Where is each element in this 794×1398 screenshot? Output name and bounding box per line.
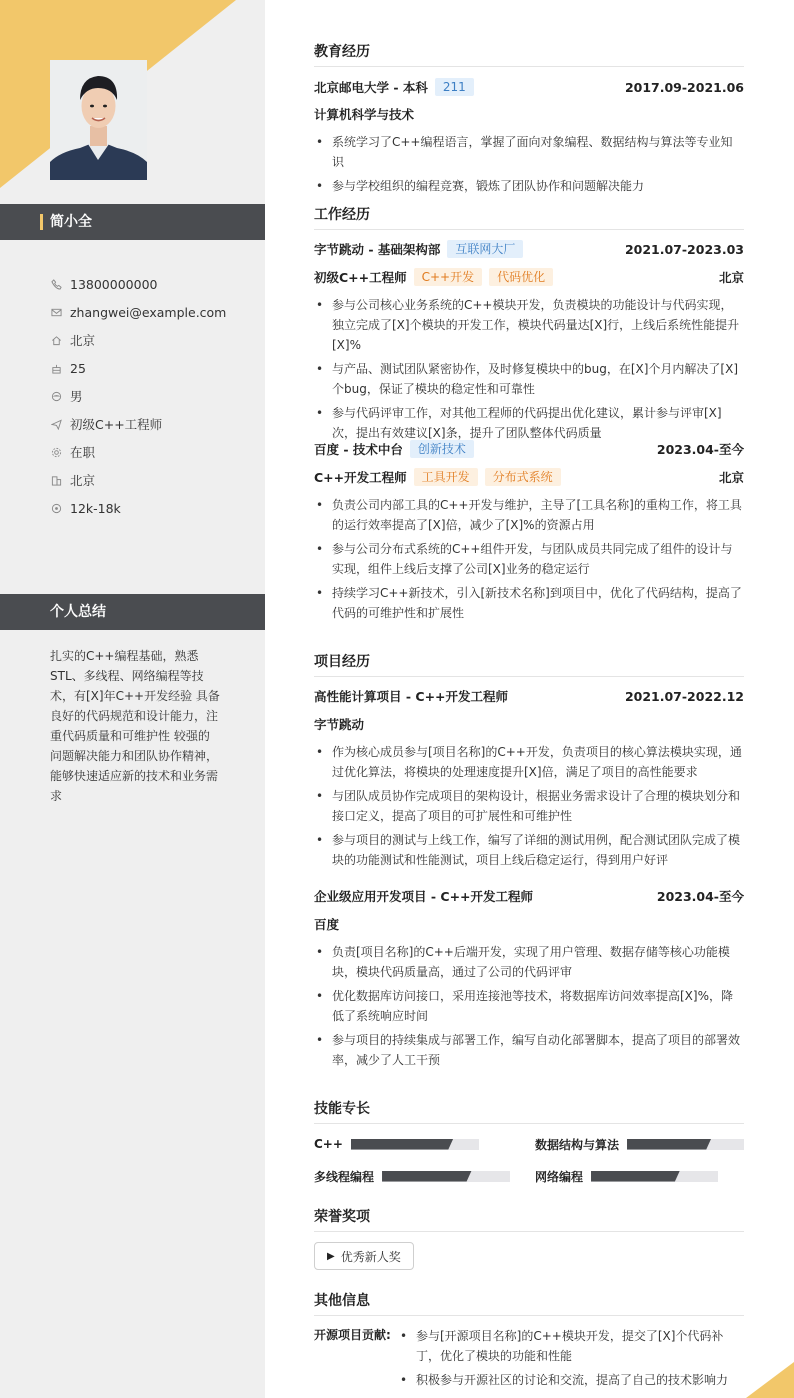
education-tag: 211 — [435, 78, 474, 96]
skill-name: C++ — [314, 1137, 343, 1151]
project-date: 2023.04-至今 — [656, 889, 744, 904]
list-item: • 积极参与开源社区的讨论和交流，提高了自己的技术影响力 — [398, 1370, 744, 1390]
skill-name: 数据结构与算法 — [535, 1137, 620, 1152]
project-name: 企业级应用开发项目 - C++开发工程师 — [314, 889, 534, 904]
skill-bar-fill — [351, 1139, 453, 1150]
skill-bar — [591, 1171, 718, 1182]
info-text: 在职 — [70, 445, 96, 460]
info-text: zhangwei@example.com — [70, 304, 227, 320]
info-text: 北京 — [70, 473, 96, 488]
list-item: • 作为核心成员参与[项目名称]的C++开发，负责项目的核心算法模块实现，通过优化算法，将模块的处理速度提升[X]倍，满足了项目的高性能要求 — [314, 742, 744, 782]
phone-icon — [50, 278, 62, 290]
job-city: 北京 — [718, 470, 744, 485]
decor-corner-triangle — [746, 1362, 794, 1398]
other-bullets — [398, 1326, 744, 1394]
list-item: • 负责[项目名称]的C++后端开发，实现了用户管理、数据存储等核心功能模块，模块代码质量高，通过了公司的代码评审 — [314, 942, 744, 982]
section-title-projects: 项目经历 — [314, 651, 744, 677]
home-icon — [50, 334, 62, 346]
city-icon — [50, 474, 62, 486]
skill-bar-fill — [627, 1139, 711, 1150]
salary-icon — [50, 502, 62, 514]
project-org-line — [314, 714, 744, 734]
role-tag: 工具开发 — [414, 468, 478, 486]
list-item: • 参与公司分布式系统的C++组件开发，与团队成员共同完成了组件的设计与实现，组件上线后支撑了公司[X]业务的稳定运行 — [314, 539, 744, 579]
education-date: 2017.09-2021.06 — [624, 79, 744, 95]
skill-item — [314, 1136, 479, 1152]
info-salary — [50, 494, 260, 522]
contact-info — [50, 270, 260, 522]
info-text: 初级C++工程师 — [70, 417, 163, 432]
job-bullets — [314, 295, 744, 447]
list-item: • 参与代码评审工作，对其他工程师的代码提出优化建议，累计参与评审[X]次，提出有效建议[X]条，提升了团队整体代码质量 — [314, 403, 744, 443]
name-header — [0, 204, 265, 240]
section-title-awards: 荣誉奖项 — [314, 1206, 744, 1232]
list-item: • 持续学习C++新技术，引入[新技术名称]到项目中，优化了代码结构，提高了代码的可维护性和扩展性 — [314, 583, 744, 623]
play-icon: ▶ — [327, 1250, 335, 1262]
list-item: • 参与学校组织的编程竞赛，锻炼了团队协作和问题解决能力 — [314, 176, 744, 196]
info-email — [50, 298, 260, 326]
section-title-skills: 技能专长 — [314, 1098, 744, 1124]
job-bullets — [314, 495, 744, 627]
list-item: • 优化数据库访问接口，采用连接池等技术，将数据库访问效率提高[X]%，降低了系统响应时间 — [314, 986, 744, 1026]
role-tag: 分布式系统 — [485, 468, 561, 486]
award-item[interactable] — [314, 1242, 414, 1270]
other-label: 开源项目贡献: — [314, 1328, 391, 1342]
job-role: 初级C++工程师 — [314, 270, 407, 285]
info-text: 25 — [70, 360, 86, 376]
job-city: 北京 — [718, 270, 744, 285]
education-major-text: 计算机科学与技术 — [314, 107, 415, 122]
project-header — [314, 886, 744, 906]
info-location — [50, 326, 260, 354]
info-text: 北京 — [70, 333, 96, 348]
skill-bar — [382, 1171, 510, 1182]
name-accent-bar — [40, 214, 43, 230]
education-bullets — [314, 132, 744, 200]
list-item: • 参与项目的持续集成与部署工作，编写自动化部署脚本，提高了项目的部署效率，减少了人工干预 — [314, 1030, 744, 1070]
list-item: • 参与[开源项目名称]的C++模块开发，提交了[X]个代码补丁，优化了模块的功能和性能 — [398, 1326, 744, 1366]
list-item: • 参与项目的测试与上线工作，编写了详细的测试用例，配合测试团队完成了模块的功能测试和性能测试，项目上线后稳定运行，得到用户好评 — [314, 830, 744, 870]
project-org-line — [314, 914, 744, 934]
summary-text: 扎实的C++编程基础，熟悉STL、多线程、网络编程等技术，有[X]年C++开发经验 具备良好的代码规范和设计能力，注重代码质量和可维护性 较强的问题解决能力和团队协作精神，能够快速适应新的技术和业务需求 — [50, 649, 220, 803]
position-icon — [50, 418, 62, 430]
skill-bar-fill — [591, 1171, 680, 1182]
info-text: 男 — [70, 389, 83, 404]
summary-header — [0, 594, 265, 630]
job-date: 2023.04-至今 — [656, 442, 744, 457]
info-phone — [50, 270, 260, 298]
project-bullets — [314, 742, 744, 874]
project-date: 2021.07-2022.12 — [624, 688, 744, 704]
project-org: 字节跳动 — [314, 717, 365, 732]
project-bullets — [314, 942, 744, 1074]
award-label: 优秀新人奖 — [340, 1249, 401, 1264]
sidebar — [0, 0, 265, 1398]
profile-photo — [50, 60, 147, 180]
skill-name: 网络编程 — [535, 1169, 584, 1184]
job-company: 百度 - 技术中台 — [314, 442, 403, 457]
job-role: C++开发工程师 — [314, 470, 407, 485]
job-company: 字节跳动 - 基础架构部 — [314, 242, 441, 257]
education-major — [314, 104, 744, 124]
info-position — [50, 410, 260, 438]
info-city — [50, 466, 260, 494]
project-org: 百度 — [314, 917, 340, 932]
job-header — [314, 239, 744, 259]
section-title-work: 工作经历 — [314, 204, 744, 230]
education-school: 北京邮电大学 - 本科 — [314, 80, 428, 95]
list-item: • 与团队成员协作完成项目的架构设计，根据业务需求设计了合理的模块划分和接口定义，提高了项目的可扩展性和可维护性 — [314, 786, 744, 826]
info-text: 12k-18k — [70, 500, 121, 516]
skill-item — [535, 1168, 718, 1184]
skill-bar — [627, 1139, 744, 1150]
age-icon — [50, 362, 62, 374]
role-tag: 代码优化 — [489, 268, 553, 286]
gender-icon — [50, 390, 62, 402]
mail-icon — [50, 306, 62, 318]
summary-title: 个人总结 — [50, 604, 106, 620]
section-title-education: 教育经历 — [314, 41, 744, 67]
info-age — [50, 354, 260, 382]
info-status — [50, 438, 260, 466]
job-tag: 创新技术 — [410, 440, 474, 458]
project-header — [314, 686, 744, 706]
job-role-line — [314, 467, 744, 487]
education-header — [314, 77, 744, 97]
job-role-line — [314, 267, 744, 287]
section-title-other: 其他信息 — [314, 1290, 744, 1316]
skill-item — [314, 1168, 510, 1184]
job-date: 2021.07-2023.03 — [624, 241, 744, 257]
role-tag: C++开发 — [414, 268, 483, 286]
list-item: • 负责公司内部工具的C++开发与维护，主导了[工具名称]的重构工作，将工具的运行效率提高了[X]倍，减少了[X]%的资源占用 — [314, 495, 744, 535]
info-text: 13800000000 — [70, 276, 158, 292]
list-item: • 与产品、测试团队紧密协作，及时修复模块中的bug，在[X]个月内解决了[X]个bug，保证了模块的稳定性和可靠性 — [314, 359, 744, 399]
job-tag: 互联网大厂 — [447, 240, 523, 258]
project-name: 高性能计算项目 - C++开发工程师 — [314, 689, 509, 704]
skill-bar — [351, 1139, 479, 1150]
job-header — [314, 439, 744, 459]
status-icon — [50, 446, 62, 458]
skill-item — [535, 1136, 744, 1152]
candidate-name: 简小全 — [50, 214, 92, 230]
skill-name: 多线程编程 — [314, 1169, 375, 1184]
list-item: • 系统学习了C++编程语言，掌握了面向对象编程、数据结构与算法等专业知识 — [314, 132, 744, 172]
portrait-illustration — [50, 60, 147, 180]
list-item: • 参与公司核心业务系统的C++模块开发，负责模块的功能设计与代码实现，独立完成了[X]个模块的开发工作，模块代码量达[X]行，上线后系统性能提升[X]% — [314, 295, 744, 355]
info-gender — [50, 382, 260, 410]
skill-bar-fill — [382, 1171, 472, 1182]
